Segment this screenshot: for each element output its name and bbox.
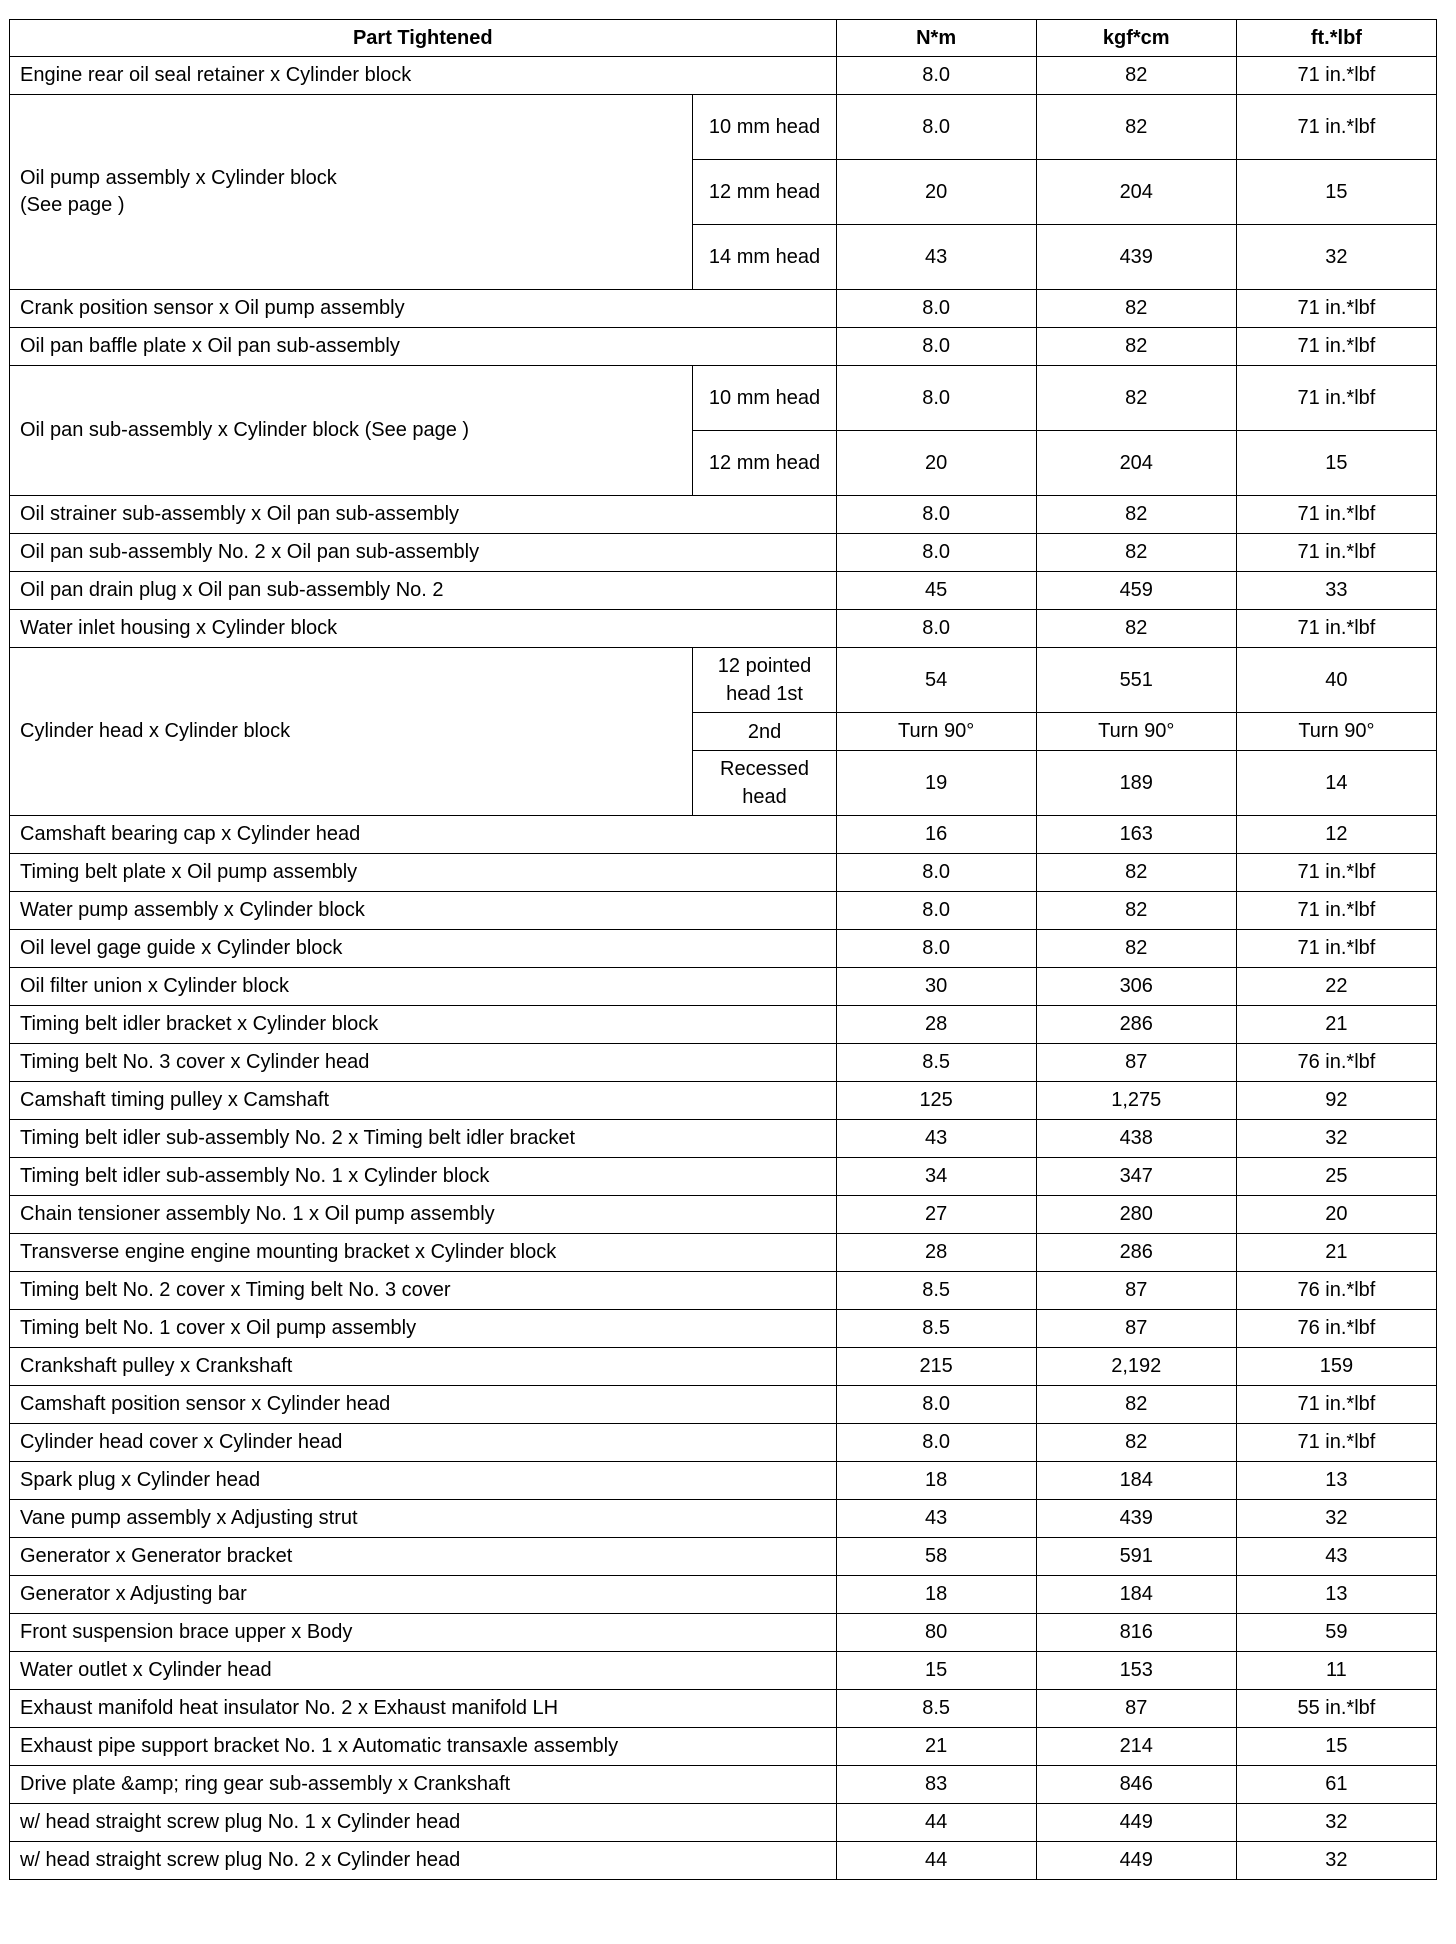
- part-name-cell: Timing belt No. 3 cover x Cylinder head: [10, 1044, 837, 1082]
- torque-kgf-cm-cell: 82: [1036, 892, 1236, 930]
- part-name-cell: Oil pan sub-assembly No. 2 x Oil pan sub-assembly: [10, 534, 837, 572]
- table-row: [10, 1158, 1437, 1196]
- table-row: [10, 968, 1437, 1006]
- table-row: [10, 1044, 1437, 1082]
- torque-kgf-cm-cell: 87: [1036, 1310, 1236, 1348]
- torque-ft-lbf-cell: 71 in.*lbf: [1236, 57, 1436, 95]
- part-name-cell: Cylinder head cover x Cylinder head: [10, 1424, 837, 1462]
- torque-kgf-cm-cell: 87: [1036, 1272, 1236, 1310]
- torque-kgf-cm-cell: 82: [1036, 290, 1236, 328]
- torque-nm-cell: 27: [836, 1196, 1036, 1234]
- torque-nm-cell: 8.5: [836, 1310, 1036, 1348]
- torque-kgf-cm-cell: 82: [1036, 610, 1236, 648]
- torque-ft-lbf-cell: 55 in.*lbf: [1236, 1690, 1436, 1728]
- part-name-cell: Chain tensioner assembly No. 1 x Oil pump assembly: [10, 1196, 837, 1234]
- torque-kgf-cm-cell: 153: [1036, 1652, 1236, 1690]
- torque-ft-lbf-cell: 71 in.*lbf: [1236, 328, 1436, 366]
- bolt-type-cell: 10 mm head: [693, 95, 836, 160]
- part-name-cell: Exhaust manifold heat insulator No. 2 x Exhaust manifold LH: [10, 1690, 837, 1728]
- torque-ft-lbf-cell: 12: [1236, 816, 1436, 854]
- torque-kgf-cm-cell: 347: [1036, 1158, 1236, 1196]
- torque-kgf-cm-cell: 82: [1036, 57, 1236, 95]
- part-name-cell: Oil level gage guide x Cylinder block: [10, 930, 837, 968]
- table-row: [10, 1462, 1437, 1500]
- table-row: [10, 1082, 1437, 1120]
- torque-ft-lbf-cell: 14: [1236, 751, 1436, 816]
- torque-ft-lbf-cell: Turn 90°: [1236, 713, 1436, 751]
- torque-kgf-cm-cell: 82: [1036, 1424, 1236, 1462]
- torque-nm-cell: 20: [836, 431, 1036, 496]
- torque-ft-lbf-cell: 59: [1236, 1614, 1436, 1652]
- part-name-cell: Drive plate &amp; ring gear sub-assembly x Crankshaft: [10, 1766, 837, 1804]
- torque-ft-lbf-cell: 71 in.*lbf: [1236, 1424, 1436, 1462]
- torque-ft-lbf-cell: 32: [1236, 225, 1436, 290]
- torque-kgf-cm-cell: 204: [1036, 431, 1236, 496]
- torque-kgf-cm-cell: 82: [1036, 366, 1236, 431]
- torque-nm-cell: 18: [836, 1462, 1036, 1500]
- part-name-cell: Camshaft bearing cap x Cylinder head: [10, 816, 837, 854]
- torque-nm-cell: 8.0: [836, 290, 1036, 328]
- torque-nm-cell: 8.0: [836, 328, 1036, 366]
- torque-nm-cell: 45: [836, 572, 1036, 610]
- torque-nm-cell: 19: [836, 751, 1036, 816]
- part-name-cell: Water outlet x Cylinder head: [10, 1652, 837, 1690]
- torque-ft-lbf-cell: 71 in.*lbf: [1236, 1386, 1436, 1424]
- torque-ft-lbf-cell: 33: [1236, 572, 1436, 610]
- torque-kgf-cm-cell: 449: [1036, 1842, 1236, 1880]
- torque-ft-lbf-cell: 15: [1236, 1728, 1436, 1766]
- torque-ft-lbf-cell: 13: [1236, 1462, 1436, 1500]
- torque-kgf-cm-cell: Turn 90°: [1036, 713, 1236, 751]
- torque-kgf-cm-cell: 449: [1036, 1804, 1236, 1842]
- torque-ft-lbf-cell: 92: [1236, 1082, 1436, 1120]
- torque-nm-cell: 28: [836, 1234, 1036, 1272]
- part-name-cell: Oil pump assembly x Cylinder block (See page ): [10, 95, 693, 290]
- torque-ft-lbf-cell: 11: [1236, 1652, 1436, 1690]
- table-row: [10, 95, 1437, 160]
- torque-kgf-cm-cell: 184: [1036, 1462, 1236, 1500]
- torque-kgf-cm-cell: 551: [1036, 648, 1236, 713]
- part-name-cell: Water pump assembly x Cylinder block: [10, 892, 837, 930]
- torque-ft-lbf-cell: 71 in.*lbf: [1236, 930, 1436, 968]
- part-name-cell: Timing belt No. 1 cover x Oil pump assembly: [10, 1310, 837, 1348]
- torque-ft-lbf-cell: 76 in.*lbf: [1236, 1272, 1436, 1310]
- table-row: [10, 328, 1437, 366]
- torque-ft-lbf-cell: 71 in.*lbf: [1236, 366, 1436, 431]
- torque-kgf-cm-cell: 82: [1036, 328, 1236, 366]
- torque-nm-cell: 8.5: [836, 1044, 1036, 1082]
- part-name-cell: Timing belt idler sub-assembly No. 1 x Cylinder block: [10, 1158, 837, 1196]
- torque-kgf-cm-cell: 87: [1036, 1690, 1236, 1728]
- torque-nm-cell: 8.5: [836, 1272, 1036, 1310]
- part-name-cell: Timing belt idler sub-assembly No. 2 x Timing belt idler bracket: [10, 1120, 837, 1158]
- bolt-type-cell: 10 mm head: [693, 366, 836, 431]
- torque-ft-lbf-cell: 71 in.*lbf: [1236, 95, 1436, 160]
- table-row: [10, 1690, 1437, 1728]
- part-name-cell: Timing belt idler bracket x Cylinder block: [10, 1006, 837, 1044]
- torque-nm-cell: 8.0: [836, 57, 1036, 95]
- part-name-cell: Camshaft timing pulley x Camshaft: [10, 1082, 837, 1120]
- part-name-cell: Crank position sensor x Oil pump assembly: [10, 290, 837, 328]
- torque-kgf-cm-cell: 591: [1036, 1538, 1236, 1576]
- table-row: [10, 610, 1437, 648]
- torque-nm-cell: 8.0: [836, 534, 1036, 572]
- torque-kgf-cm-cell: 82: [1036, 534, 1236, 572]
- torque-ft-lbf-cell: 71 in.*lbf: [1236, 854, 1436, 892]
- torque-nm-cell: 8.0: [836, 95, 1036, 160]
- torque-nm-cell: 34: [836, 1158, 1036, 1196]
- torque-ft-lbf-cell: 71 in.*lbf: [1236, 610, 1436, 648]
- header-kgf-cm: kgf*cm: [1036, 20, 1236, 57]
- torque-kgf-cm-cell: 439: [1036, 1500, 1236, 1538]
- bolt-type-cell: 12 mm head: [693, 431, 836, 496]
- table-row: [10, 1804, 1437, 1842]
- torque-ft-lbf-cell: 32: [1236, 1842, 1436, 1880]
- part-name-cell: Generator x Generator bracket: [10, 1538, 837, 1576]
- part-name-cell: Oil strainer sub-assembly x Oil pan sub-assembly: [10, 496, 837, 534]
- torque-kgf-cm-cell: 163: [1036, 816, 1236, 854]
- part-name-cell: Front suspension brace upper x Body: [10, 1614, 837, 1652]
- torque-nm-cell: 43: [836, 225, 1036, 290]
- bolt-type-cell: 12 pointed head 1st: [693, 648, 836, 713]
- torque-nm-cell: 21: [836, 1728, 1036, 1766]
- torque-ft-lbf-cell: 21: [1236, 1234, 1436, 1272]
- header-nm: N*m: [836, 20, 1036, 57]
- torque-kgf-cm-cell: 87: [1036, 1044, 1236, 1082]
- torque-ft-lbf-cell: 71 in.*lbf: [1236, 534, 1436, 572]
- torque-nm-cell: 80: [836, 1614, 1036, 1652]
- torque-nm-cell: 8.0: [836, 496, 1036, 534]
- table-row: [10, 1728, 1437, 1766]
- torque-nm-cell: 8.5: [836, 1690, 1036, 1728]
- torque-spec-table: [9, 19, 1437, 1880]
- torque-ft-lbf-cell: 32: [1236, 1804, 1436, 1842]
- torque-ft-lbf-cell: 76 in.*lbf: [1236, 1044, 1436, 1082]
- torque-ft-lbf-cell: 32: [1236, 1500, 1436, 1538]
- part-name-cell: Oil pan drain plug x Oil pan sub-assembly No. 2: [10, 572, 837, 610]
- torque-kgf-cm-cell: 82: [1036, 1386, 1236, 1424]
- torque-kgf-cm-cell: 286: [1036, 1006, 1236, 1044]
- torque-ft-lbf-cell: 76 in.*lbf: [1236, 1310, 1436, 1348]
- torque-ft-lbf-cell: 159: [1236, 1348, 1436, 1386]
- table-row: [10, 534, 1437, 572]
- table-row: [10, 1500, 1437, 1538]
- torque-kgf-cm-cell: 204: [1036, 160, 1236, 225]
- table-row: [10, 1576, 1437, 1614]
- table-row: [10, 1766, 1437, 1804]
- torque-nm-cell: 15: [836, 1652, 1036, 1690]
- torque-nm-cell: 30: [836, 968, 1036, 1006]
- torque-kgf-cm-cell: 459: [1036, 572, 1236, 610]
- table-row: [10, 1234, 1437, 1272]
- torque-nm-cell: 43: [836, 1120, 1036, 1158]
- part-name-cell: Spark plug x Cylinder head: [10, 1462, 837, 1500]
- torque-ft-lbf-cell: 71 in.*lbf: [1236, 496, 1436, 534]
- torque-ft-lbf-cell: 71 in.*lbf: [1236, 892, 1436, 930]
- table-row: [10, 1272, 1437, 1310]
- torque-ft-lbf-cell: 43: [1236, 1538, 1436, 1576]
- part-name-cell: Timing belt No. 2 cover x Timing belt No. 3 cover: [10, 1272, 837, 1310]
- torque-nm-cell: 8.0: [836, 892, 1036, 930]
- torque-nm-cell: 18: [836, 1576, 1036, 1614]
- torque-kgf-cm-cell: 846: [1036, 1766, 1236, 1804]
- table-row: [10, 648, 1437, 713]
- torque-nm-cell: 125: [836, 1082, 1036, 1120]
- table-row: [10, 1652, 1437, 1690]
- table-row: [10, 816, 1437, 854]
- torque-ft-lbf-cell: 22: [1236, 968, 1436, 1006]
- part-name-cell: Crankshaft pulley x Crankshaft: [10, 1348, 837, 1386]
- torque-kgf-cm-cell: 189: [1036, 751, 1236, 816]
- table-body: [10, 57, 1437, 1880]
- part-name-cell: Generator x Adjusting bar: [10, 1576, 837, 1614]
- part-name-cell: Oil pan baffle plate x Oil pan sub-assembly: [10, 328, 837, 366]
- part-name-cell: Cylinder head x Cylinder block: [10, 648, 693, 816]
- table-row: [10, 290, 1437, 328]
- torque-ft-lbf-cell: 61: [1236, 1766, 1436, 1804]
- torque-kgf-cm-cell: 214: [1036, 1728, 1236, 1766]
- torque-kgf-cm-cell: 2,192: [1036, 1348, 1236, 1386]
- torque-kgf-cm-cell: 816: [1036, 1614, 1236, 1652]
- torque-kgf-cm-cell: 306: [1036, 968, 1236, 1006]
- torque-nm-cell: 8.0: [836, 930, 1036, 968]
- table-row: [10, 1538, 1437, 1576]
- torque-nm-cell: 8.0: [836, 366, 1036, 431]
- part-name-cell: w/ head straight screw plug No. 1 x Cylinder head: [10, 1804, 837, 1842]
- torque-ft-lbf-cell: 21: [1236, 1006, 1436, 1044]
- table-row: [10, 366, 1437, 431]
- torque-ft-lbf-cell: 40: [1236, 648, 1436, 713]
- torque-kgf-cm-cell: 439: [1036, 225, 1236, 290]
- part-name-cell: Transverse engine engine mounting bracket x Cylinder block: [10, 1234, 837, 1272]
- part-name-cell: w/ head straight screw plug No. 2 x Cylinder head: [10, 1842, 837, 1880]
- torque-kgf-cm-cell: 82: [1036, 854, 1236, 892]
- header-ft-lbf: ft.*lbf: [1236, 20, 1436, 57]
- torque-kgf-cm-cell: 1,275: [1036, 1082, 1236, 1120]
- table-row: [10, 572, 1437, 610]
- header-row: [10, 20, 1437, 57]
- torque-nm-cell: 83: [836, 1766, 1036, 1804]
- table-row: [10, 892, 1437, 930]
- torque-nm-cell: 28: [836, 1006, 1036, 1044]
- torque-nm-cell: 43: [836, 1500, 1036, 1538]
- torque-nm-cell: 44: [836, 1842, 1036, 1880]
- torque-kgf-cm-cell: 82: [1036, 930, 1236, 968]
- torque-nm-cell: 16: [836, 816, 1036, 854]
- torque-nm-cell: 215: [836, 1348, 1036, 1386]
- table-row: [10, 854, 1437, 892]
- table-row: [10, 930, 1437, 968]
- table-row: [10, 1120, 1437, 1158]
- torque-nm-cell: 44: [836, 1804, 1036, 1842]
- bolt-type-cell: 14 mm head: [693, 225, 836, 290]
- table-row: [10, 1310, 1437, 1348]
- part-name-cell: Oil filter union x Cylinder block: [10, 968, 837, 1006]
- bolt-type-cell: Recessed head: [693, 751, 836, 816]
- torque-ft-lbf-cell: 15: [1236, 160, 1436, 225]
- torque-ft-lbf-cell: 13: [1236, 1576, 1436, 1614]
- torque-kgf-cm-cell: 82: [1036, 496, 1236, 534]
- table-row: [10, 57, 1437, 95]
- torque-kgf-cm-cell: 82: [1036, 95, 1236, 160]
- torque-nm-cell: 8.0: [836, 1386, 1036, 1424]
- table-row: [10, 1386, 1437, 1424]
- part-name-cell: Engine rear oil seal retainer x Cylinder block: [10, 57, 837, 95]
- part-name-cell: Oil pan sub-assembly x Cylinder block (See page ): [10, 366, 693, 496]
- torque-nm-cell: 20: [836, 160, 1036, 225]
- torque-ft-lbf-cell: 20: [1236, 1196, 1436, 1234]
- part-name-cell: Water inlet housing x Cylinder block: [10, 610, 837, 648]
- bolt-type-cell: 12 mm head: [693, 160, 836, 225]
- torque-nm-cell: Turn 90°: [836, 713, 1036, 751]
- part-name-cell: Vane pump assembly x Adjusting strut: [10, 1500, 837, 1538]
- part-name-cell: Timing belt plate x Oil pump assembly: [10, 854, 837, 892]
- torque-nm-cell: 8.0: [836, 1424, 1036, 1462]
- torque-ft-lbf-cell: 32: [1236, 1120, 1436, 1158]
- torque-kgf-cm-cell: 280: [1036, 1196, 1236, 1234]
- torque-nm-cell: 8.0: [836, 854, 1036, 892]
- torque-ft-lbf-cell: 71 in.*lbf: [1236, 290, 1436, 328]
- table-row: [10, 1006, 1437, 1044]
- table-row: [10, 1348, 1437, 1386]
- table-row: [10, 1424, 1437, 1462]
- torque-ft-lbf-cell: 25: [1236, 1158, 1436, 1196]
- table-row: [10, 1842, 1437, 1880]
- torque-nm-cell: 54: [836, 648, 1036, 713]
- table-row: [10, 1614, 1437, 1652]
- torque-ft-lbf-cell: 15: [1236, 431, 1436, 496]
- table-row: [10, 496, 1437, 534]
- torque-kgf-cm-cell: 184: [1036, 1576, 1236, 1614]
- torque-nm-cell: 8.0: [836, 610, 1036, 648]
- bolt-type-cell: 2nd: [693, 713, 836, 751]
- part-name-cell: Exhaust pipe support bracket No. 1 x Automatic transaxle assembly: [10, 1728, 837, 1766]
- torque-kgf-cm-cell: 438: [1036, 1120, 1236, 1158]
- part-name-cell: Camshaft position sensor x Cylinder head: [10, 1386, 837, 1424]
- table-row: [10, 1196, 1437, 1234]
- torque-nm-cell: 58: [836, 1538, 1036, 1576]
- torque-kgf-cm-cell: 286: [1036, 1234, 1236, 1272]
- header-part-tightened: Part Tightened: [10, 20, 837, 57]
